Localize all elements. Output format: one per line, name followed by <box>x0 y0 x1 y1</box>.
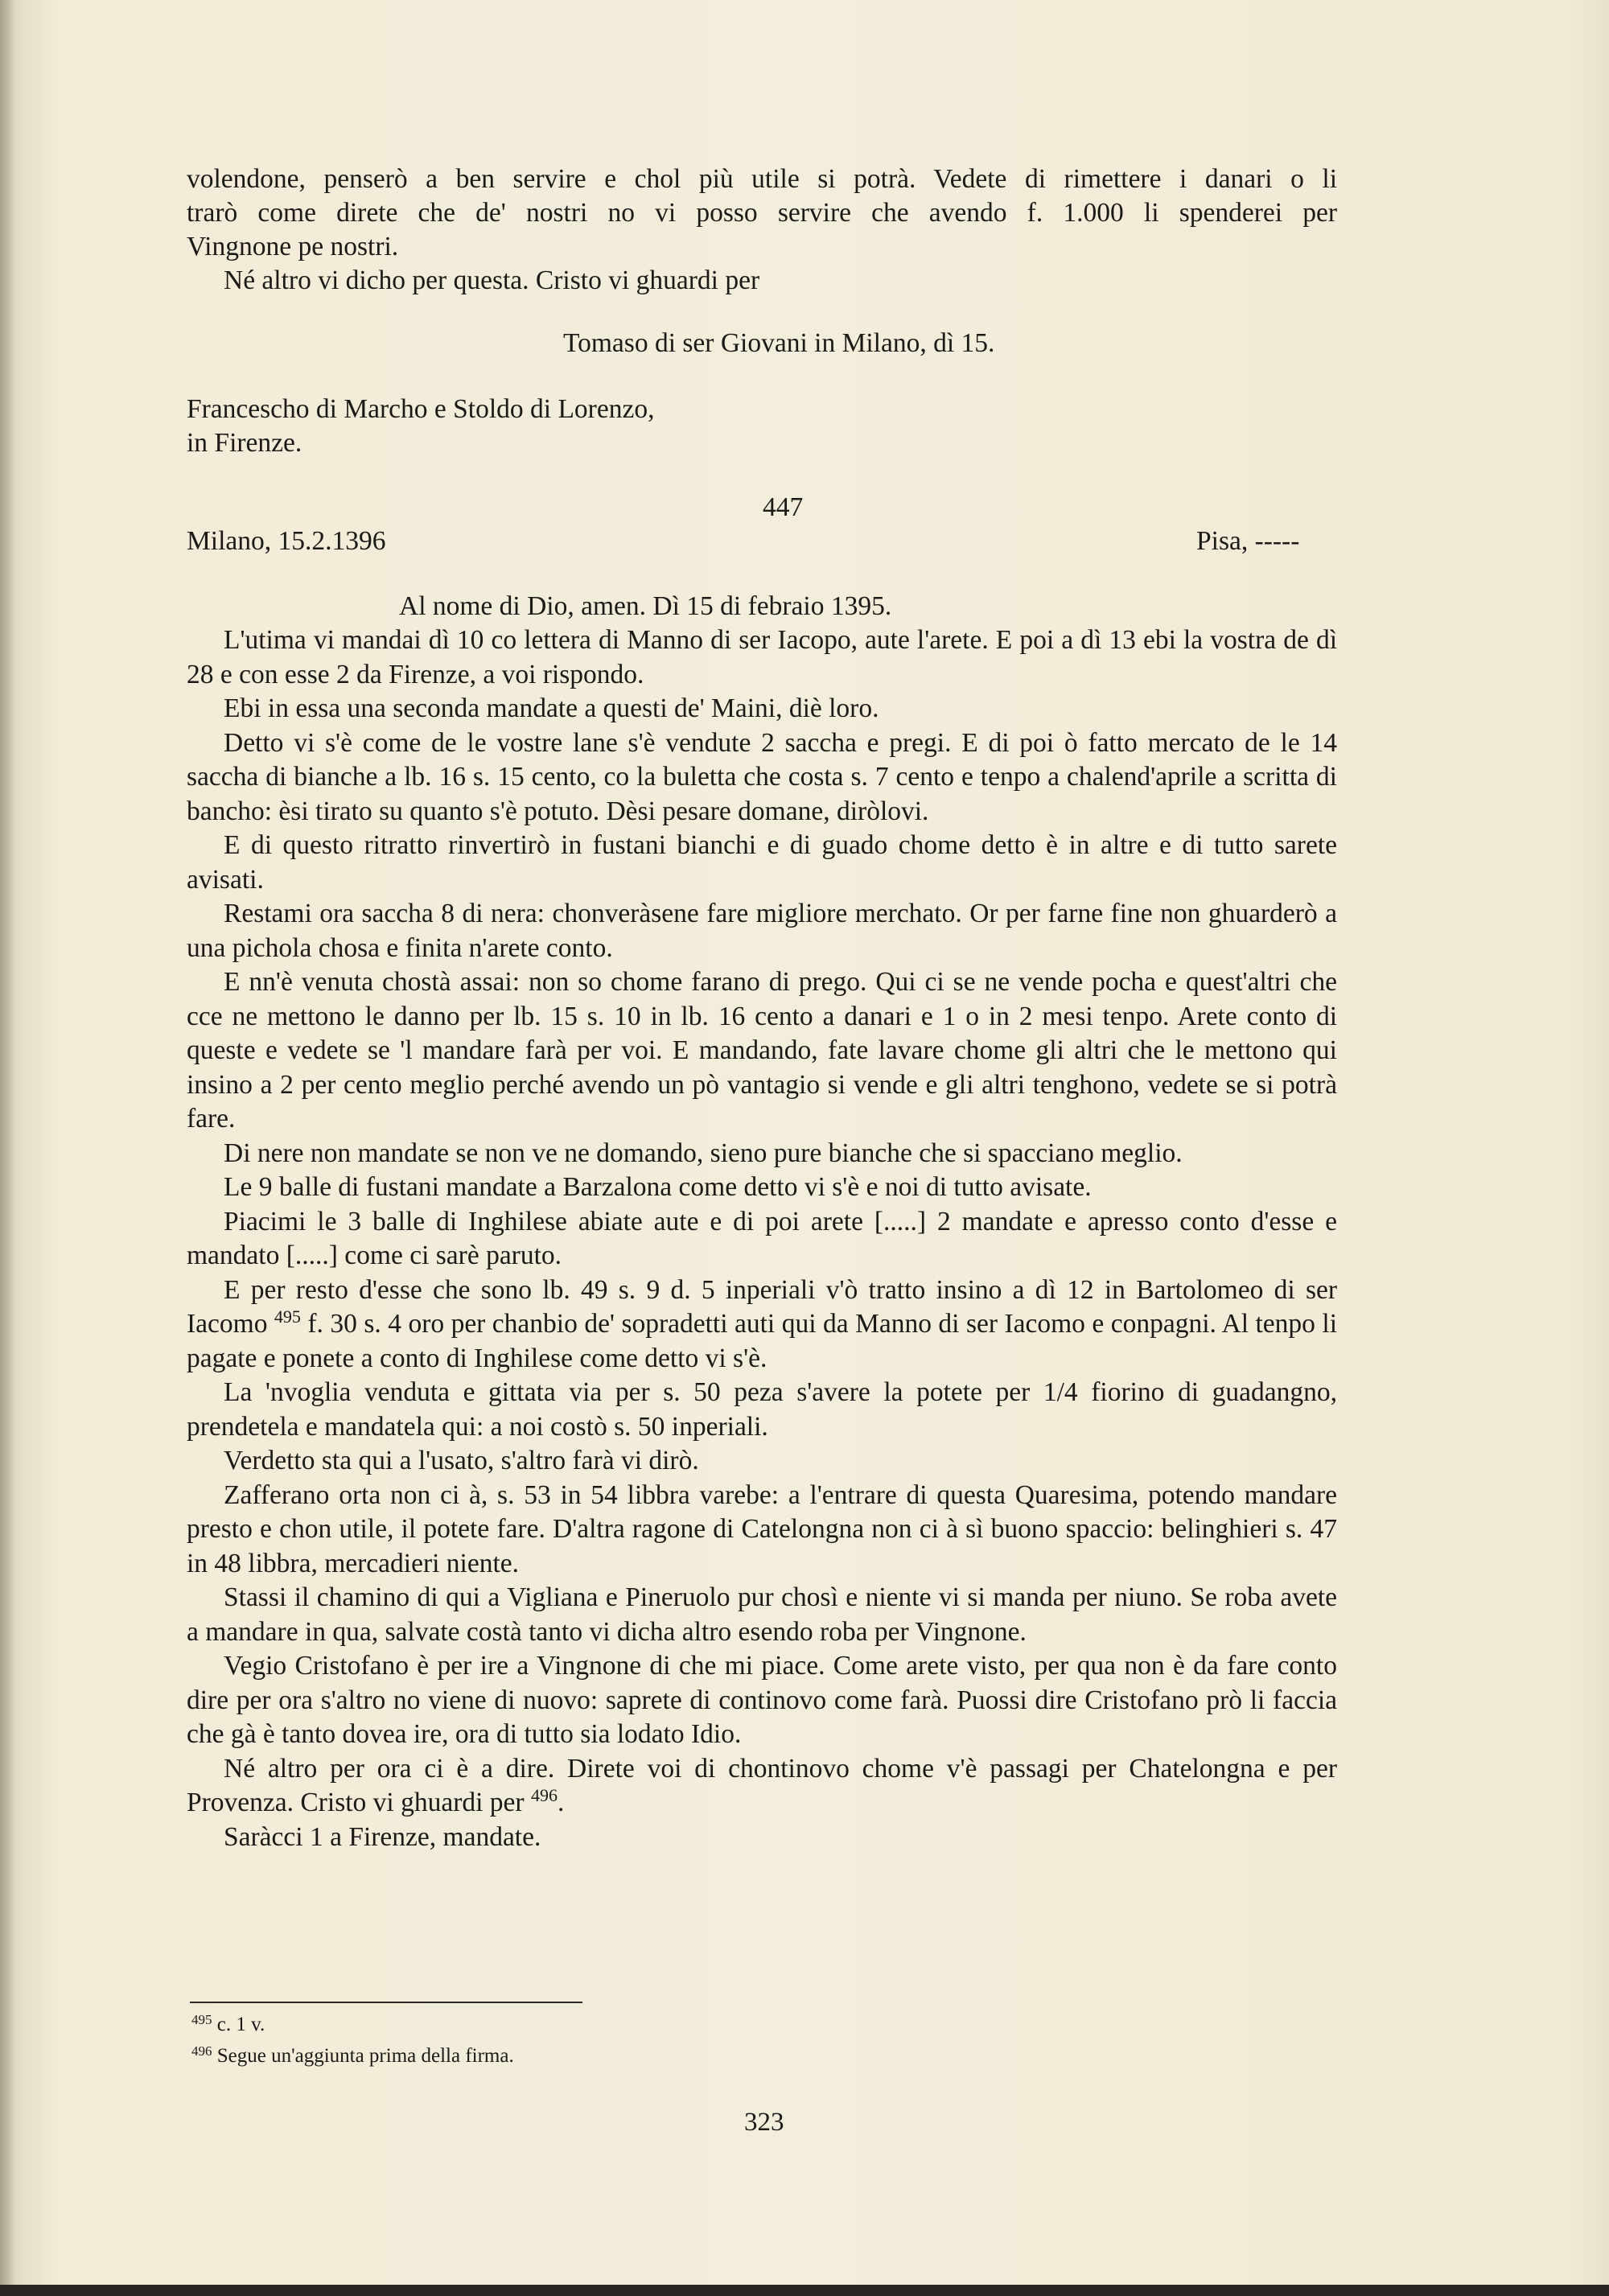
paragraph: E nn'è venuta chostà assai: non so chome farano di prego. Qui ci se ne vende pocha e quest'altri che cce ne mettono le danno per lb. 15 s. 10 in lb. 16 cento a danari e 1 o in 2 mesi tenpo. Arete conto di queste e vedete se 'l mandare farà per voi. E mandando, fate lavare chome gli altri che le mettono qui insino a 2 per cento meglio perché avendo un pò vantagio si vende e gli altri tenghono, vedete se si potrà fare. <box>187 967 1337 1134</box>
footnote-divider <box>190 2002 582 2003</box>
destination: Pisa, ----- <box>1196 526 1300 556</box>
letter-body <box>187 623 1337 1854</box>
footnote-ref-495[interactable]: 495 <box>274 1306 301 1327</box>
text-line: volendone, penserò a ben servire e chol più utile si potrà. Vedete di rimettere i danari o li <box>187 164 1337 194</box>
addressee <box>187 393 1337 460</box>
place-date: Milano, 15.2.1396 <box>187 526 386 556</box>
page-number: 323 <box>744 2108 784 2137</box>
footnote-text: Segue un'aggiunta prima della firma. <box>212 2045 514 2067</box>
paragraph-resto <box>187 1273 1337 1376</box>
text-line: Vingnone pe nostri. <box>187 232 399 261</box>
letter-number: 447 <box>763 492 804 522</box>
paragraph: Restami ora saccha 8 di nera: chonveràsene fare migliore merchato. Or per farne fine non ghuarderò a una pichola chosa e finita n'arete conto. <box>187 899 1337 963</box>
paragraph-text: Né altro per ora ci è a dire. Direte voi di chontinovo chome v'è passagi per Chatelongna e per Provenza. Cristo vi ghuardi per <box>187 1753 1337 1817</box>
footnote-496 <box>191 2044 514 2068</box>
salutation: Al nome di Dio, amen. Dì 15 di febraio 1395. <box>399 591 892 621</box>
paragraph-text: . <box>557 1788 565 1817</box>
paragraph: Vegio Cristofano è per ire a Vingnone di che mi piace. Come arete visto, per qua non è da fare conto dire per ora s'altro no viene di nuovo: saprete di continovo come farà. Puossi dire Cristofano prò li faccia che gà è tanto dovea ire, ora di tutto sia lodato Idio. <box>187 1651 1337 1749</box>
previous-letter-ending <box>187 163 1337 298</box>
footnote-495 <box>191 2013 265 2037</box>
text-line: trarò come direte che de' nostri no vi posso servire che avendo f. 1.000 li spenderei per <box>187 198 1337 228</box>
paragraph: Zafferano orta non ci à, s. 53 in 54 libbra varebe: a l'entrare di questa Quaresima, potendo mandare presto e chon utile, il potete fare. D'altra ragone di Catelongna non ci à sì buono spaccio: belinghieri s. 47 in 48 libbra, mercadieri niente. <box>187 1479 1337 1578</box>
paragraph: Ebi in essa una seconda mandate a questi de' Maini, diè loro. <box>224 693 879 723</box>
addressee-line: Francescho di Marcho e Stoldo di Lorenzo, <box>187 394 655 424</box>
paragraph: E di questo ritratto rinvertirò in fustani bianchi e di guado chome detto è in altre e di tutto sarete avisati. <box>187 830 1337 895</box>
paragraph: Di nere non mandate se non ve ne domando, sieno pure bianche che si spacciano meglio. <box>224 1138 1183 1168</box>
scan-bottom-edge <box>0 2285 1609 2296</box>
page-gutter-shadow <box>0 0 14 2296</box>
paragraph-closing <box>187 1752 1337 1821</box>
paragraph: L'utima vi mandai dì 10 co lettera di Manno di ser Iacopo, aute l'arete. E poi a dì 13 ebi la vostra de dì 28 e con esse 2 da Firenze, a voi rispondo. <box>187 625 1337 689</box>
paragraph: Stassi il chamino di qui a Vigliana e Pineruolo pur chosì e niente vi si manda per niuno. Se roba avete a mandare in qua, salvate costà tanto vi dicha altro esendo roba per Vingnone. <box>187 1582 1337 1647</box>
footnote-text: c. 1 v. <box>212 2014 265 2035</box>
paragraph: Le 9 balle di fustani mandate a Barzalona come detto vi s'è e noi di tutto avisate. <box>224 1172 1092 1202</box>
text-line: Né altro vi dicho per questa. Cristo vi ghuardi per <box>224 265 760 295</box>
signature: Tomaso di ser Giovani in Milano, dì 15. <box>563 328 995 358</box>
footnote-number: 496 <box>191 2043 212 2059</box>
paragraph: Piacimi le 3 balle di Inghilese abiate aute e di poi arete [.....] 2 mandate e apresso conto d'esse e mandato [.....] come ci sarè paruto. <box>187 1206 1337 1270</box>
paragraph-text: f. 30 s. 4 oro per chanbio de' sopradetti auti qui da Manno di ser Iacomo e conpagni. Al tenpo li pagate e ponete a conto di Inghilese come detto vi s'è. <box>187 1309 1337 1373</box>
paragraph: Detto vi s'è come de le vostre lane s'è vendute 2 saccha e pregi. E di poi ò fatto mercato de le 14 saccha di bianche a lb. 16 s. 15 cento, co la buletta che costa s. 7 cento e tenpo a chalend'aprile a scritta di bancho: èsi tirato su quanto s'è potuto. Dèsi pesare domane, diròlovi. <box>187 727 1337 826</box>
postscript: Saràcci 1 a Firenze, mandate. <box>224 1821 541 1852</box>
paragraph: La 'nvoglia venduta e gittata via per s. 50 peza s'avere la potete per 1/4 fiorino di guadangno, prendetela e mandatela qui: a noi costò s. 50 inperiali. <box>187 1377 1337 1442</box>
footnote-number: 495 <box>191 2012 212 2027</box>
addressee-line: in Firenze. <box>187 428 302 458</box>
paragraph-text: E per resto d'esse che sono lb. 49 s. 9 d. 5 inperiali v'ò tratto insino a dì 12 in Bartolomeo di ser Iacomo <box>187 1274 1337 1339</box>
footnote-ref-496[interactable]: 496 <box>530 1785 558 1805</box>
paragraph: Verdetto sta qui a l'usato, s'altro farà vi dirò. <box>224 1446 699 1475</box>
